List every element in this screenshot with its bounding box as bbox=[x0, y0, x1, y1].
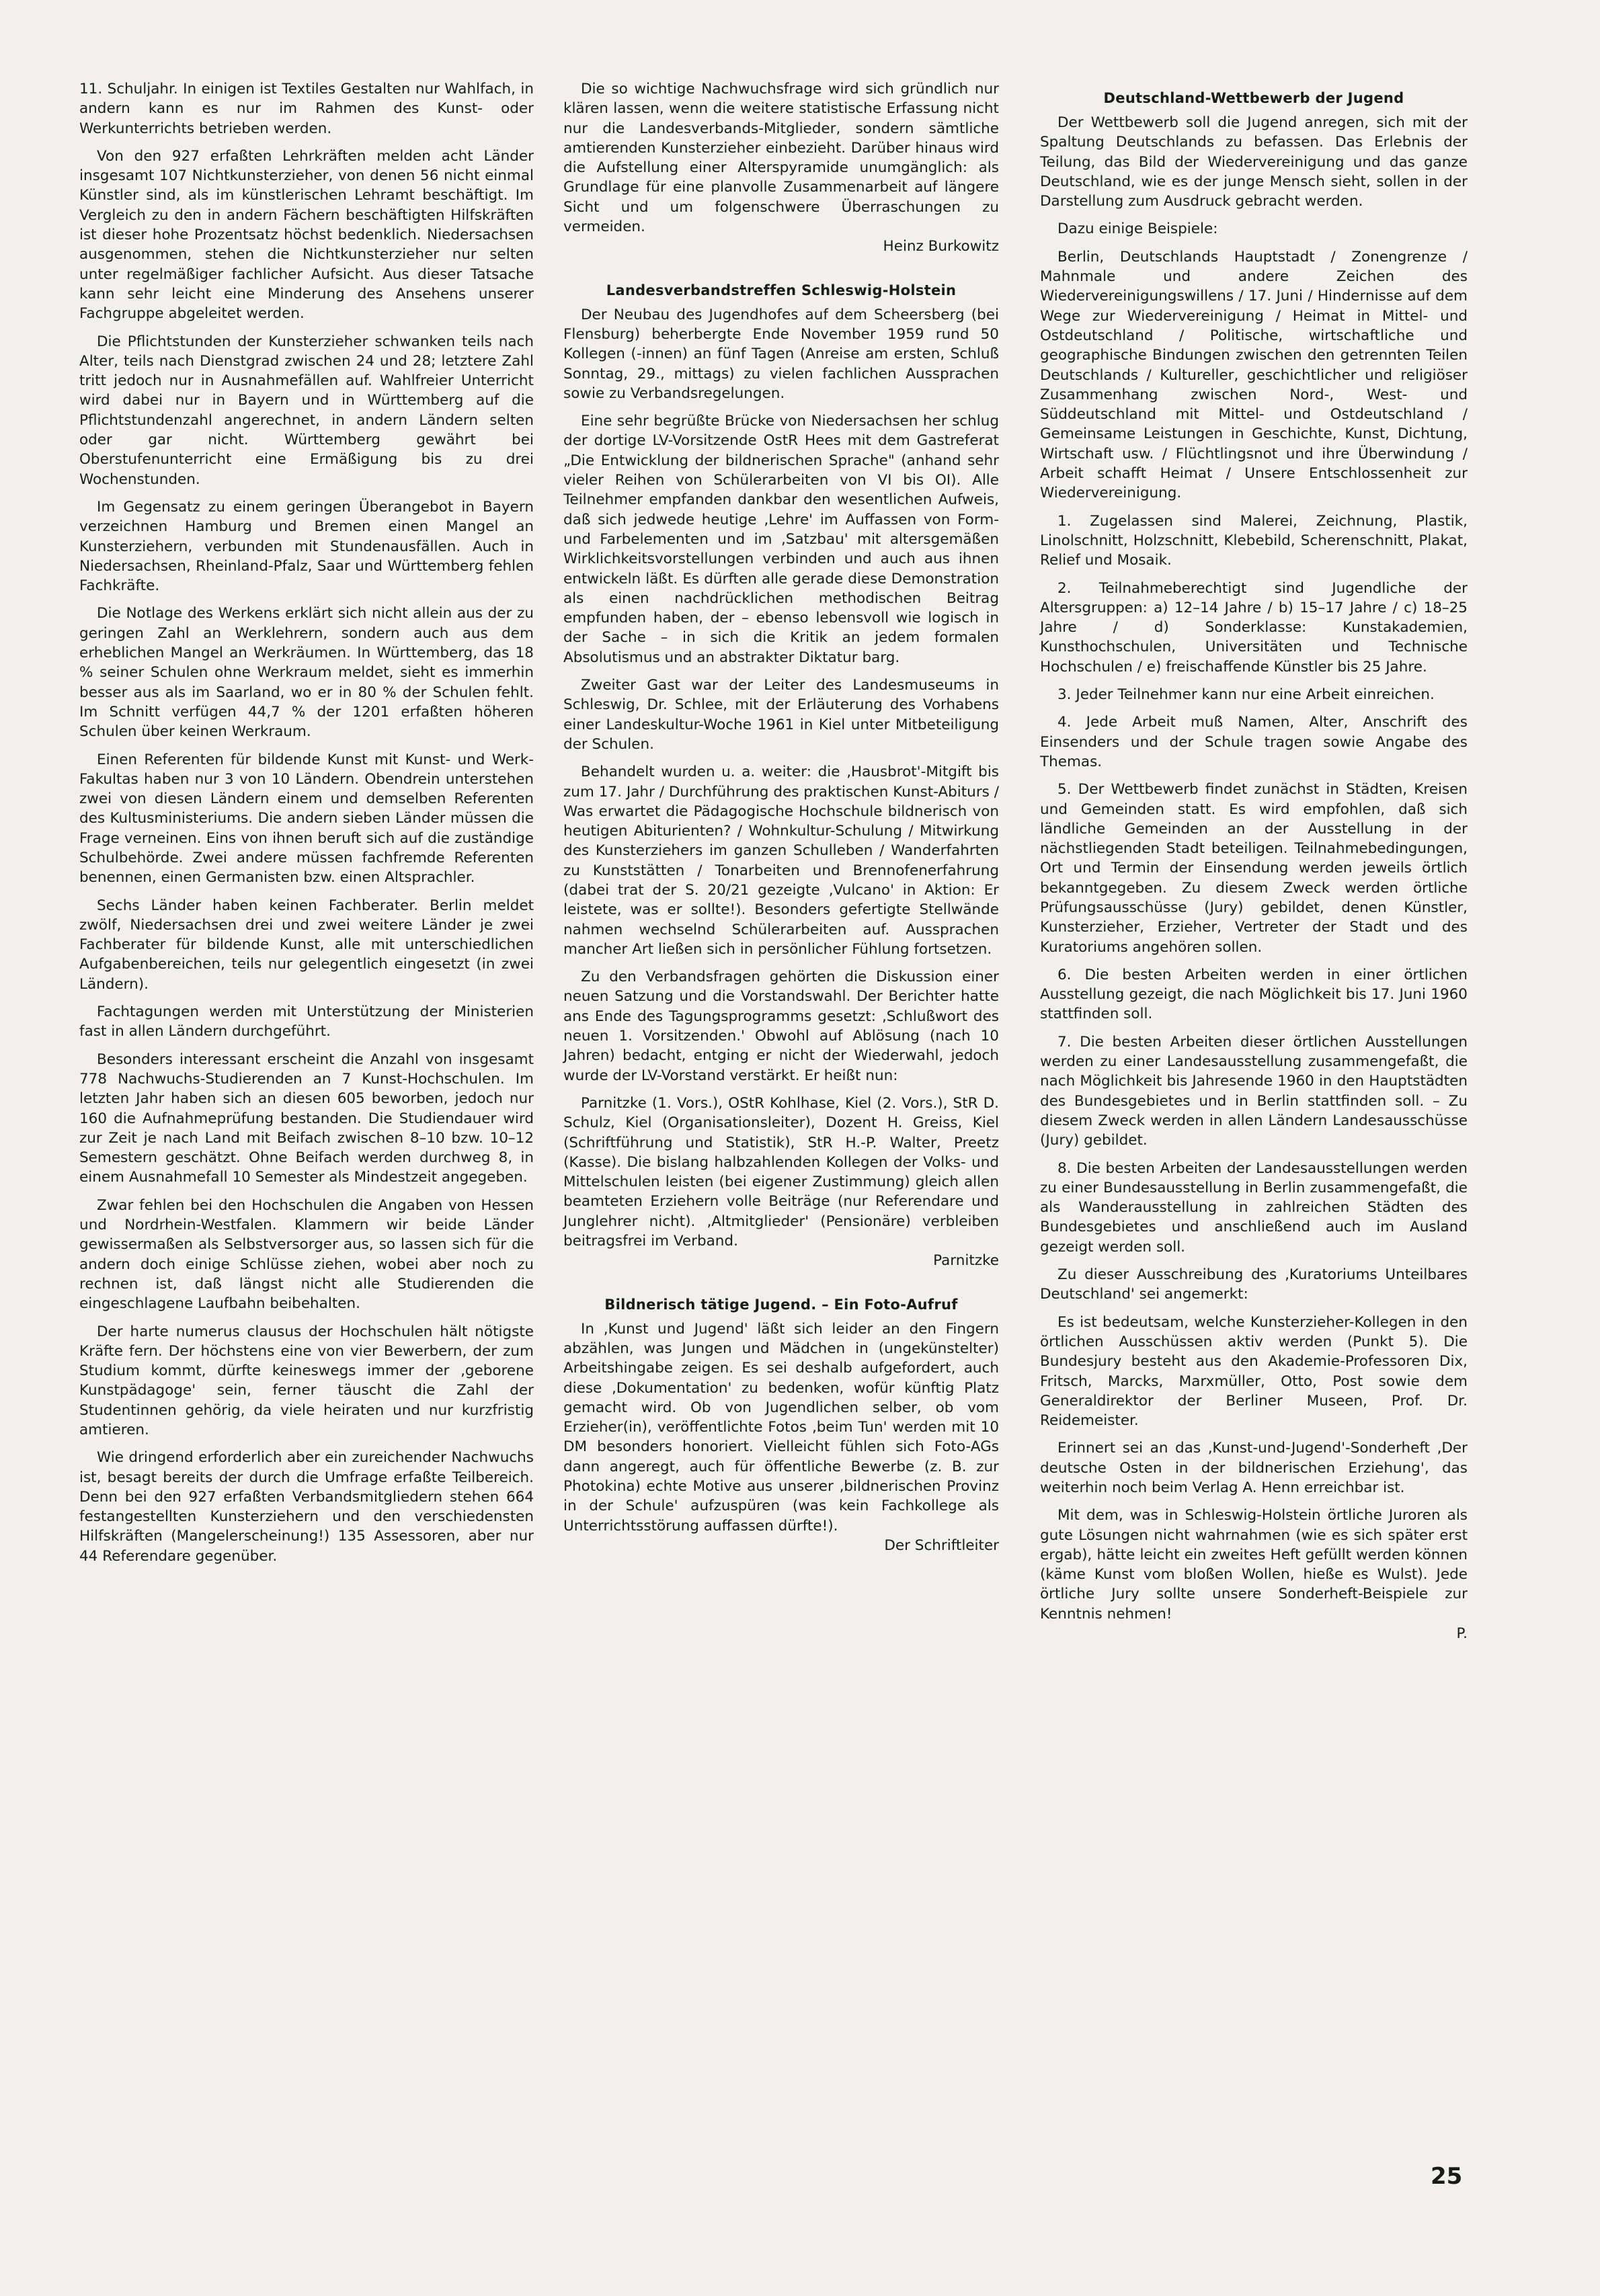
paragraph: Eine sehr begrüßte Brücke von Niedersachsen her schlug der dortige LV-Vorsitzende OstR Hees mit dem Gastreferat „Die Entwicklung der bildnerischen Sprache" (anhand sehr vieler Reihen von Schülerarbeiten von VI bis OI). Alle Teilnehmer empfanden dankbar den wesentlichen Aufweis, daß sich jedwede heutige ‚Lehre' im Auffassen von Form- und Farbelementen und im ‚Satzbau' mit altersgemäßen Wirklichkeitsvorstellungen verbinden und auch aus ihnen entwickeln läßt. Es dürften alle gerade diese Demonstration als einen nachdrücklichen methodischen Beitrag empfunden haben, der – ebenso lebensvoll wie logisch in der Sache – in sich die Kritik an jedem formalen Absolutismus und an abstrakter Diktatur barg. bbox=[563, 413, 999, 666]
paragraph: 3. Jeder Teilnehmer kann nur eine Arbeit einreichen. bbox=[1057, 686, 1435, 704]
section-heading: Landesverbandstreffen Schleswig-Holstein bbox=[606, 282, 957, 298]
paragraph bbox=[563, 1094, 999, 1271]
author-signature: Heinz Burkowitz bbox=[883, 238, 999, 255]
paragraph: 11. Schuljahr. In einigen ist Textiles Gestalten nur Wahlfach, in andern kann es nur im Rahmen des Kunst- oder Werkunterrichts betrieben werden. bbox=[79, 81, 534, 137]
paragraph: Die Notlage des Werkens erklärt sich nicht allein aus der zu geringen Zahl an Werklehrern, sondern auch aus dem erheblichen Mangel an Werkräumen. In Württemberg, das 18 % seiner Schulen ohne Werkraum meldet, sieht es immerhin besser aus als im Saarland, wo er in 80 % der Schulen fehlt. Im Schnitt verfügen 44,7 % der 1201 erfaßten höheren Schulen über keinen Werkraum. bbox=[79, 605, 534, 741]
paragraph: Es ist bedeutsam, welche Kunsterzieher-Kollegen in den örtlichen Ausschüssen aktiv werden (Punkt 5). Die Bundesjury besteht aus den Akademie-Professoren Dix, Fritsch, Marcks, Marxmüller, Otto, Post sowie dem Generaldirektor der Berliner Museen, Prof. Dr. Reidemeister. bbox=[1040, 1313, 1468, 1430]
paragraph: Sechs Länder haben keinen Fachberater. Berlin meldet zwölf, Niedersachsen drei und zwei weitere Länder je zwei Fachberater für bildende Kunst, alle mit unterschiedlichen Aufgabenbereichen, teils nur gelegentlich eingesetzt (in zwei Ländern). bbox=[79, 897, 534, 993]
paragraph: Im Gegensatz zu einem geringen Überangebot in Bayern verzeichnen Hamburg und Bremen einen Mangel an Kunsterziehern, verbunden mit Stundenausfällen. Auch in Niedersachsen, Rheinland-Pfalz, Saar und Württemberg fehlen Fachkräfte. bbox=[79, 498, 534, 595]
column-right bbox=[1040, 79, 1468, 1651]
column-middle bbox=[563, 79, 999, 1563]
paragraph: Berlin, Deutschlands Hauptstadt / Zonengrenze / Mahnmale und andere Zeichen des Wiedervereinigungswillens / 17. Juni / Hindernisse auf dem Wege zur Wiedervereinigung / Heimat in Mittel- und Ostdeutschland / Politische, wirtschaftliche und geographische Bindungen zwischen den getrennten Teilen Deutschlands / Kultureller, geschichtlicher und religiöser Zusammenhang zwischen Nord-, West- und Süddeutschland mit Mittel- und Ostdeutschland / Gemeinsame Leistungen in Geschichte, Kunst, Dichtung, Wirtschaft usw. / Flüchtlingsnot und ihre Überwindung / Arbeit schafft Heimat / Unsere Entschlossenheit zur Wiedervereinigung. bbox=[1040, 248, 1468, 502]
paragraph: 7. Die besten Arbeiten dieser örtlichen Ausstellungen werden zu einer Landesausstellung zusammengefaßt, die nach Möglichkeit bis Jahresende 1960 in den Hauptstädten des Bundesgebietes und in Berlin stattfinden soll. – Zu diesem Zweck werden in allen Ländern Landesausschüsse (Jury) gebildet. bbox=[1040, 1033, 1468, 1149]
paragraph-text: Die so wichtige Nachwuchsfrage wird sich gründlich nur klären lassen, wenn die weitere statistische Erfassung nicht nur die Landesverbands-Mitglieder, sondern sämtliche amtierenden Kunsterzieher einbezieht. Darüber hinaus wird die Aufstellung einer Alterspyramide unumgänglich: als Grundlage für eine planvolle Zusammenarbeit auf längere Sicht und um folgenschwere Überraschungen zu vermeiden. bbox=[563, 81, 999, 236]
paragraph: 2. Teilnahmeberechtigt sind Jugendliche der Altersgruppen: a) 12–14 Jahre / b) 15–17 Jahre / c) 18–25 Jahre / d) Sonderklasse: Kunstakademien, Kunsthochschulen, Universitäten und Technische Hochschulen / e) freischaffende Künstler bis 25 Jahre. bbox=[1040, 579, 1468, 675]
paragraph: Fachtagungen werden mit Unterstützung der Ministerien fast in allen Ländern durchgeführt. bbox=[79, 1003, 534, 1040]
paragraph: 1. Zugelassen sind Malerei, Zeichnung, Plastik, Linolschnitt, Holzschnitt, Klebebild, Scherenschnitt, Plakat, Relief und Mosaik. bbox=[1040, 512, 1468, 569]
paragraph: Der Neubau des Jugendhofes auf dem Scheersberg (bei Flensburg) beherbergte Ende November 1959 rund 50 Kollegen (-innen) an fünf Tagen (Anreise am ersten, Schluß Sonntag, 29., mittags) zu vielen fachlichen Aussprachen sowie zu Verbandsregelungen. bbox=[563, 306, 999, 402]
paragraph: Zweiter Gast war der Leiter des Landesmuseums in Schleswig, Dr. Schlee, mit der Erläuterung des Vorhabens einer Landeskultur-Woche 1961 in Kiel unter Mitbeteiligung der Schulen. bbox=[563, 677, 999, 753]
paragraph-text: Parnitzke (1. Vors.), OStR Kohlhase, Kiel (2. Vors.), StR D. Schulz, Kiel (Organisationsleiter), Dozent H. Greiss, Kiel (Schriftführung und Statistik), StR H.-P. Walter, Preetz (Kasse). Die bislang halbzahlenden Kollegen der Volks- und Mittelschulen leisten (bei eigener Zustimmung) gleich allen beamteten Erziehern volle Beiträge (nur Referendare und Junglehrer nicht). ‚Altmitglieder' (Pensionäre) verbleiben beitragsfrei im Verband. bbox=[563, 1094, 999, 1250]
section-heading: Deutschland-Wettbewerb der Jugend bbox=[1103, 90, 1404, 106]
paragraph: 4. Jede Arbeit muß Namen, Alter, Anschrift des Einsenders und der Schule tragen sowie Angabe des Themas. bbox=[1040, 714, 1468, 770]
paragraph: 6. Die besten Arbeiten werden in einer örtlichen Ausstellung gezeigt, die nach Möglichkeit bis 17. Juni 1960 stattfinden soll. bbox=[1040, 966, 1468, 1023]
paragraph: Dazu einige Beispiele: bbox=[1057, 220, 1218, 238]
paragraph: Behandelt wurden u. a. weiter: die ‚Hausbrot'-Mitgift bis zum 17. Jahr / Durchführung des praktischen Kunst-Abiturs / Was erwartet die Pädagogische Hochschule bildnerisch von heutigen Abiturienten? / Wohnkultur-Schulung / Mitwirkung des Kunsterziehers im ganzen Schulleben / Wanderfahrten zu Kunststätten / Tonarbeiten und Brennofenerfahrung (dabei trat der S. 20/21 gezeigte ‚Vulcano' in Aktion: Er leistete, was er sollte!). Besonders gefertigte Stellwände nahmen wechselnd Schülerarbeiten auf. Aussprachen mancher Art ließen sich in persönlicher Fühlung fortsetzen. bbox=[563, 764, 999, 958]
page-number: 25 bbox=[1431, 2163, 1463, 2190]
paragraph: Der Wettbewerb soll die Jugend anregen, sich mit der Spaltung Deutschlands zu befassen. Das Erlebnis der Teilung, das Bild der Wiedervereinigung und das ganze Deutschland, wie es der junge Mensch sieht, sollen in der Darstellung zum Ausdruck gebracht werden. bbox=[1040, 114, 1468, 210]
paragraph: Der harte numerus clausus der Hochschulen hält nötigste Kräfte fern. Der höchstens eine von vier Bewerbern, der zum Studium kommt, dürfte keineswegs immer der ‚geborene Kunstpädagoge' sein, ferner täuscht die Zahl der Studentinnen gehörig, da viele heiraten und nur kurzfristig amtieren. bbox=[79, 1323, 534, 1438]
paragraph: Zwar fehlen bei den Hochschulen die Angaben von Hessen und Nordrhein-Westfalen. Klammern wir beide Länder gewissermaßen als Selbstversorger aus, so lassen sich für die andern doch einige Schlüsse ziehen, wobei aber noch zu rechnen ist, daß längst nicht alle Studierenden die eingeschlagene Laufbahn beibehalten. bbox=[79, 1196, 534, 1313]
paragraph: Einen Referenten für bildende Kunst mit Kunst- und Werk-Fakultas haben nur 3 von 10 Ländern. Obendrein unterstehen zwei von diesen Ländern einem und demselben Referenten des Kultusministeriums. Die andern sieben Länder müssen die Frage verneinen. Eins von ihnen beruft sich auf die zuständige Schulbehörde. Zwei andere müssen fachfremde Referenten benennen, einen Germanisten bzw. einen Altsprachler. bbox=[79, 751, 534, 887]
paragraph: Die Pflichtstunden der Kunsterzieher schwanken teils nach Alter, teils nach Dienstgrad zwischen 24 und 28; letztere Zahl tritt jedoch nur in Ausnahmefällen auf. Wahlfreier Unterricht wird dabei nur in Bayern und in Württemberg auf die Pflichtstundenzahl angerechnet, in andern Ländern selten oder gar nicht. Württemberg gewährt bei Oberstufenunterricht eine Ermäßigung bis zu drei Wochenstunden. bbox=[79, 333, 534, 488]
paragraph-text: Mit dem, was in Schleswig-Holstein örtliche Juroren als gute Lösungen nicht wahrnahmen (wie es sich später erst ergab), hätte leicht ein zweites Heft gefüllt werden können (käme Kunst vom bloßen Wollen, hieße es Wulst). Jede örtliche Jury sollte unsere Sonderheft-Beispiele zur Kenntnis nehmen! bbox=[1040, 1507, 1468, 1623]
paragraph: Wie dringend erforderlich aber ein zureichender Nachwuchs ist, besagt bereits der durch die Umfrage erfaßte Teilbereich. Denn bei den 927 erfaßten Verbandsmitgliedern stehen 664 festangestellten Kunsterziehern und den verschiedensten Hilfskräften (Mangelerscheinung!) 135 Assessoren, aber nur 44 Referendare gegenüber. bbox=[79, 1449, 534, 1565]
paragraph: Zu den Verbandsfragen gehörten die Diskussion einer neuen Satzung und die Vorstandswahl. Der Berichter hatte ans Ende des Tagungsprogramms gesetzt: ‚Schlußwort des neuen 1. Vorsitzenden.' Obwohl auf Ablösung (nach 10 Jahren) bedacht, entging er nicht der Wiederwahl, jedoch wurde der LV-Vorstand verstärkt. Er heißt nun: bbox=[563, 969, 999, 1084]
paragraph bbox=[563, 1319, 999, 1556]
paragraph: Von den 927 erfaßten Lehrkräften melden acht Länder insgesamt 107 Nichtkunsterzieher, von denen 56 nicht einmal Künstler sind, als im künstlerischen Lehramt beschäftigt. Im Vergleich zu den in andern Fächern beschäftigten Hilfskräften ist dieser hohe Prozentsatz höchst bedenklich. Niedersachsen ausgenommen, stehen die Nichtkunsterzieher nur selten unter regelmäßiger fachlicher Aufsicht. Aus dieser Tatsache kann sehr leicht eine Minderung des Ansehens unserer Fachgruppe abgeleitet werden. bbox=[79, 147, 534, 323]
paragraph: Erinnert sei an das ‚Kunst-und-Jugend'-Sonderheft ‚Der deutsche Osten in der bildnerischen Erziehung', das weiterhin noch beim Verlag A. Henn erreichbar ist. bbox=[1040, 1440, 1468, 1496]
author-signature: Der Schriftleiter bbox=[884, 1536, 999, 1554]
paragraph: Zu dieser Ausschreibung des ‚Kuratoriums Unteilbares Deutschland' sei angemerkt: bbox=[1040, 1266, 1468, 1303]
paragraph-text: In ‚Kunst und Jugend' läßt sich leider an den Fingern abzählen, was Jungen und Mädchen in (ungekünstelter) Arbeitshingabe zeigen. Es sei deshalb aufgefordert, auch diese ‚Dokumentation' zu bedenken, wofür künftig Platz gemacht wird. Ob von Jugendlichen selber, ob vom Erzieher(in), veröffentlichte Fotos ‚beim Tun' werden mit 10 DM besonders honoriert. Vielleicht fühlen sich Foto-AGs dann angeregt, auch für öffentliche Bewerbe (z. B. zur Photokina) echte Motive aus unserer ‚bildnerischen Provinz in der Schule' aufzuspüren (was kein Fachkollege als Unterrichtsstörung auffassen dürfte!). bbox=[563, 1320, 999, 1534]
author-signature: Parnitzke bbox=[933, 1252, 999, 1270]
paragraph bbox=[1040, 1506, 1468, 1643]
section-heading: Bildnerisch tätige Jugend. – Ein Foto-Aufruf bbox=[604, 1296, 958, 1313]
paragraph: Besonders interessant erscheint die Anzahl von insgesamt 778 Nachwuchs-Studierenden an 7 Kunst-Hochschulen. Im letzten Jahr haben sich an diesen 605 beworben, jedoch nur 160 die Aufnahmeprüfung bestanden. Die Studiendauer wird zur Zeit je nach Land mit Beifach zwischen 8–10 bzw. 10–12 Semestern geschätzt. Ohne Beifach werden durchweg 8, in einem Ausnahmefall 10 Semester als Mindestzeit angegeben. bbox=[79, 1051, 534, 1186]
column-left bbox=[79, 79, 534, 1574]
paragraph: 8. Die besten Arbeiten der Landesausstellungen werden zu einer Bundesausstellung in Berlin zusammengefaßt, die als Wanderausstellung in zahlreichen Städten des Bundesgebietes und anschließend auch im Ausland gezeigt werden soll. bbox=[1040, 1159, 1468, 1256]
paragraph bbox=[563, 79, 999, 257]
paragraph: 5. Der Wettbewerb findet zunächst in Städten, Kreisen und Gemeinden statt. Es wird empfohlen, daß sich ländliche Gemeinden an der Ausstellung in der nächstliegenden Stadt beteiligen. Teilnahmebedingungen, Ort und Termin der Einsendung werden jeweils örtlich bekanntgegeben. Zu diesem Zweck werden örtliche Prüfungsausschüsse (Jury) gebildet, denen Künstler, Kunsterzieher, Erzieher, Vertreter der Stadt und des Kuratoriums angehören sollen. bbox=[1040, 781, 1468, 956]
author-signature: P. bbox=[1456, 1625, 1468, 1643]
